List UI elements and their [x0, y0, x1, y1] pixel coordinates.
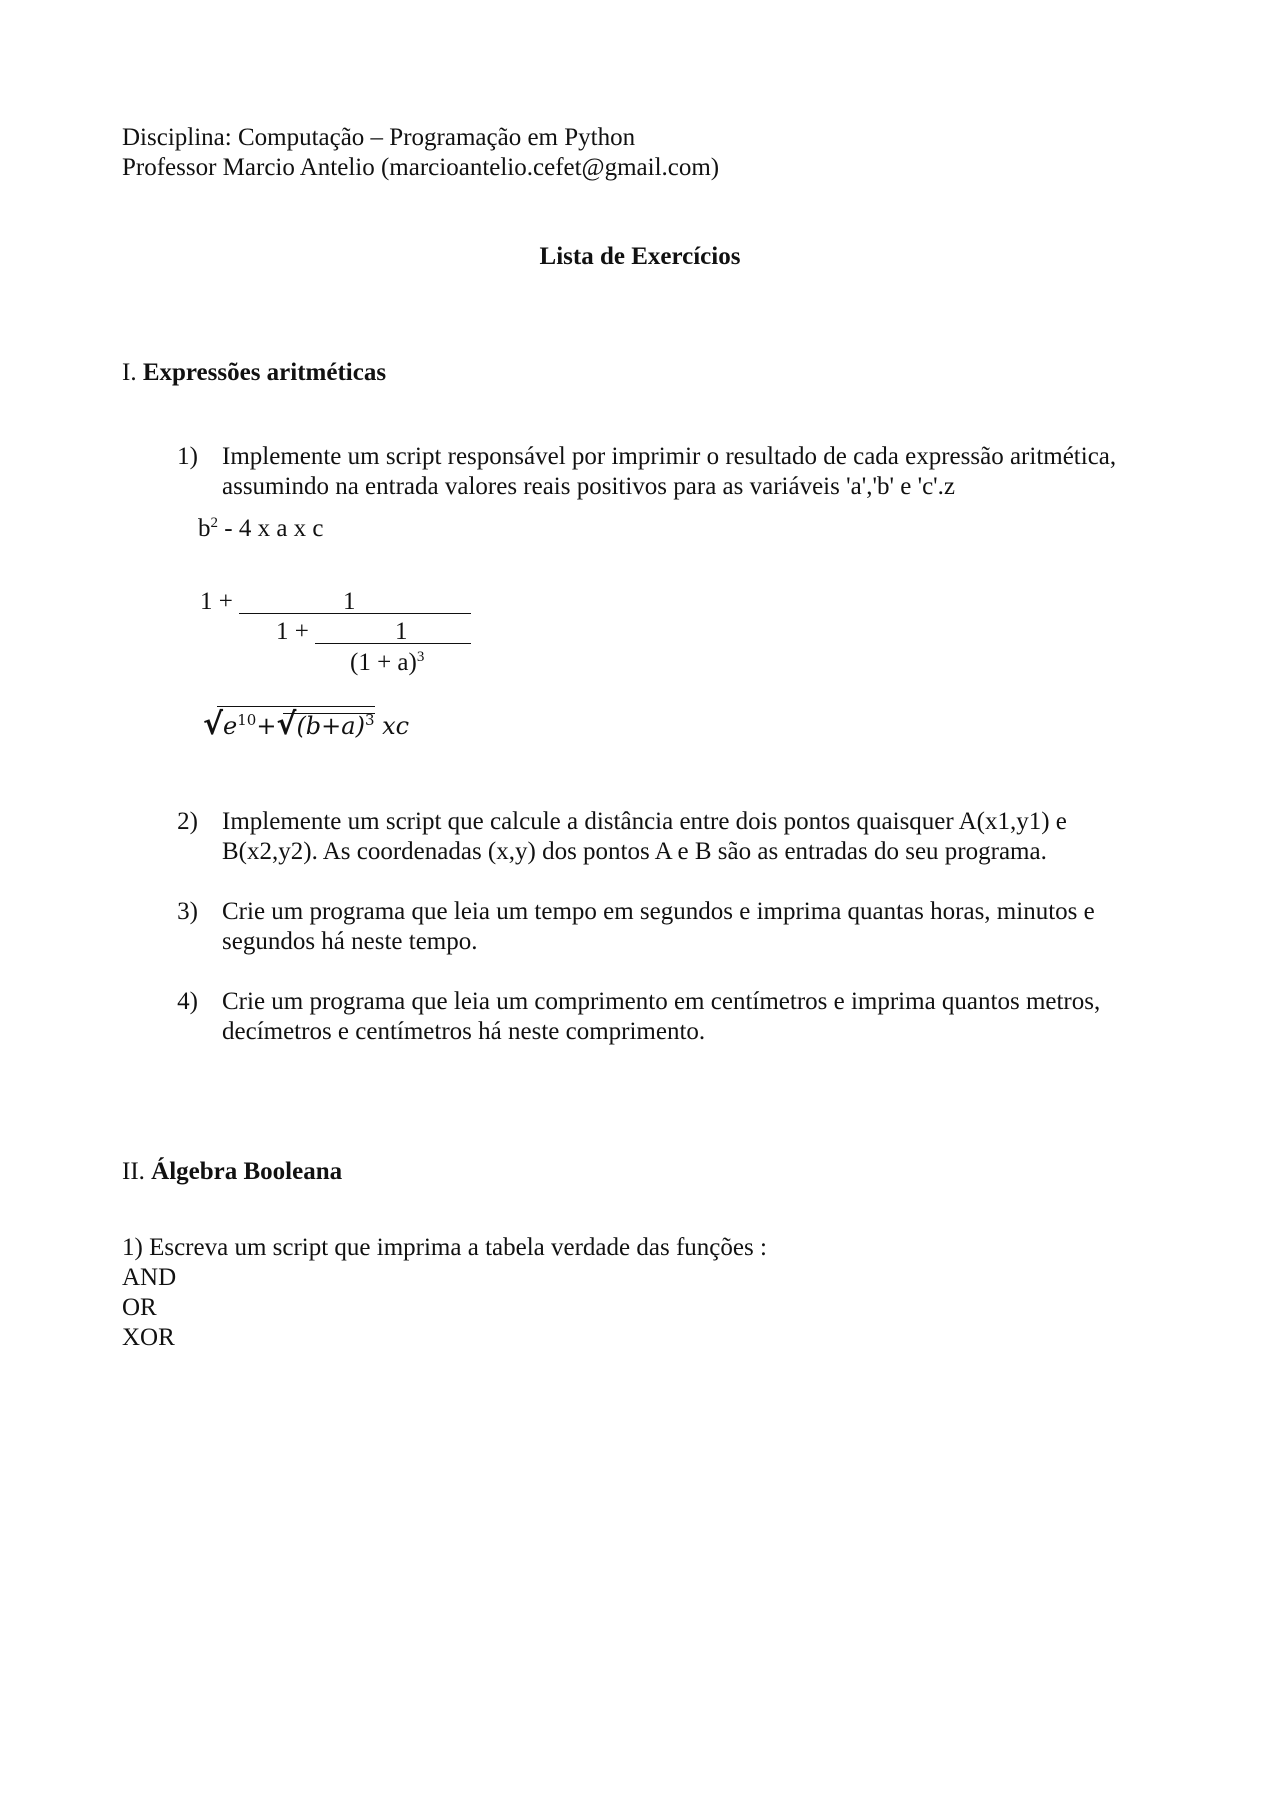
section-2-heading	[122, 1157, 342, 1187]
exercise-number: 2)	[177, 808, 198, 835]
fraction-inner-prefix: 1 +	[276, 618, 309, 645]
fraction-outer-prefix: 1 +	[200, 588, 233, 615]
exercise-text-line: Crie um programa que leia um comprimento em centímetros e imprima quantos metros,	[222, 988, 1101, 1015]
fraction-bar-inner	[315, 643, 471, 644]
boolean-exercise	[122, 1233, 767, 1353]
section-2-title: Álgebra Booleana	[151, 1158, 343, 1185]
function-and: AND	[122, 1264, 177, 1291]
fraction-outer-numerator: 1	[343, 588, 356, 615]
function-xor: XOR	[122, 1324, 175, 1351]
section-1-heading	[122, 358, 386, 388]
section-1-numeral: I.	[122, 359, 137, 386]
page-title: Lista de Exercícios	[539, 243, 741, 270]
exercise-text-line: Implemente um script que calcule a distância entre dois pontos quaisquer A(x1,y1) e	[222, 808, 1067, 835]
professor-info: Professor Marcio Antelio (marcioantelio.cefet@gmail.com)	[122, 154, 720, 181]
exercise-text-line: B(x2,y2). As coordenadas (x,y) dos pontos A e B são as entradas do seu programa.	[222, 838, 1047, 865]
exercise-text-line: Implemente um script responsável por imprimir o resultado de cada expressão aritmética,	[222, 443, 1117, 470]
exercise-4	[160, 987, 1100, 1047]
exercise-1	[160, 442, 1116, 502]
fraction-inner-numerator: 1	[395, 618, 408, 645]
fraction-inner-denominator: $(1 + a)^3$	[350, 649, 425, 676]
fraction-bar-outer	[239, 613, 471, 614]
formula-nested-radical: $√e^{10}+√(b+a)^3$ xc	[203, 707, 410, 742]
exercise-text-line: segundos há neste tempo.	[222, 928, 478, 955]
exercise-text-line: Crie um programa que leia um tempo em segundos e imprima quantas horas, minutos e	[222, 898, 1095, 925]
exercise-2	[160, 807, 1067, 867]
boolean-question: 1) Escreva um script que imprima a tabela verdade das funções :	[122, 1234, 767, 1261]
course-name: Disciplina: Computação – Programação em Python	[122, 124, 636, 151]
formula-discriminant: $b^2 - 4$ x a x c	[198, 515, 324, 542]
radical-sign-icon: √	[276, 707, 297, 742]
course-header	[122, 123, 719, 183]
exercise-number: 3)	[177, 898, 198, 925]
exercise-text-line: assumindo na entrada valores reais positivos para as variáveis 'a','b' e 'c'.z	[222, 473, 956, 500]
exercise-number: 4)	[177, 988, 198, 1015]
section-2-numeral: II.	[122, 1158, 145, 1185]
function-or: OR	[122, 1294, 157, 1321]
exercise-number: 1)	[177, 443, 198, 470]
section-1-title: Expressões aritméticas	[142, 359, 387, 386]
exercise-3	[160, 897, 1095, 957]
exercise-text-line: decímetros e centímetros há neste comprimento.	[222, 1018, 706, 1045]
radical-sign-icon: √	[203, 707, 224, 742]
